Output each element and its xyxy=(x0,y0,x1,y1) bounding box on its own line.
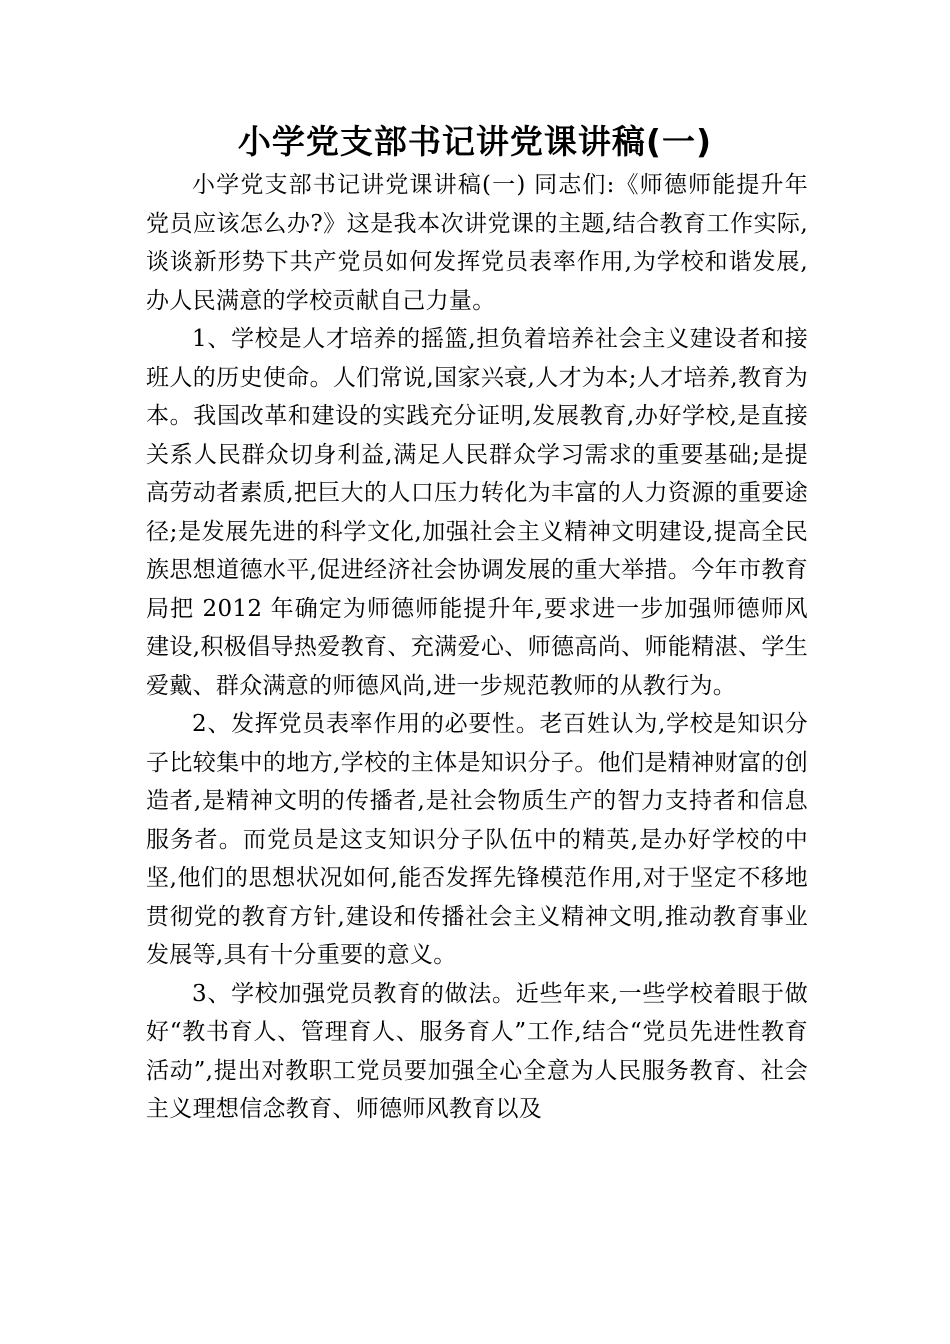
document-body xyxy=(146,166,808,1129)
paragraph-intro: 小学党支部书记讲党课讲稿(一) 同志们:《师德师能提升年党员应该怎么办?》这是我本次讲党课的主题,结合教育工作实际,谈谈新形势下共产党员如何发挥党员表率作用,为学校和谐发展,办人民满意的学校贡献自己力量。 xyxy=(146,172,808,314)
paragraph-1: 1、学校是人才培养的摇篮,担负着培养社会主义建设者和接班人的历史使命。人们常说,国家兴衰,人才为本;人才培养,教育为本。我国改革和建设的实践充分证明,发展教育,办好学校,是直接关系人民群众切身利益,满足人民群众学习需求的重要基础;是提高劳动者素质,把巨大的人口压力转化为丰富的人力资源的重要途径;是发展先进的科学文化,加强社会主义精神文明建设,提高全民族思想道德水平,促进经济社会协调发展的重大举措。今年市教育局把 2012 年确定为师德师能提升年,要求进一步加强师德师风建设,积极倡导热爱教育、充满爱心、师德高尚、师能精湛、学生爱戴、群众满意的师德风尚,进一步规范教师的从教行为。 xyxy=(146,326,808,699)
paragraph-2: 2、发挥党员表率作用的必要性。老百姓认为,学校是知识分子比较集中的地方,学校的主体是知识分子。他们是精神财富的创造者,是精神文明的传播者,是社会物质生产的智力支持者和信息服务者。而党员是这支知识分子队伍中的精英,是办好学校的中坚,他们的思想状况如何,能否发挥先锋模范作用,对于坚定不移地贯彻党的教育方针,建设和传播社会主义精神文明,推动教育事业发展等,具有十分重要的意义。 xyxy=(146,711,808,968)
paragraph-3: 3、学校加强党员教育的做法。近些年来,一些学校着眼于做好“教书育人、管理育人、服务育人”工作,结合“党员先进性教育活动”,提出对教职工党员要加强全心全意为人民服务教育、社会主义理想信念教育、师德师风教育以及 xyxy=(146,980,808,1122)
document-title: 小学党支部书记讲党课讲稿(一) xyxy=(237,122,713,161)
